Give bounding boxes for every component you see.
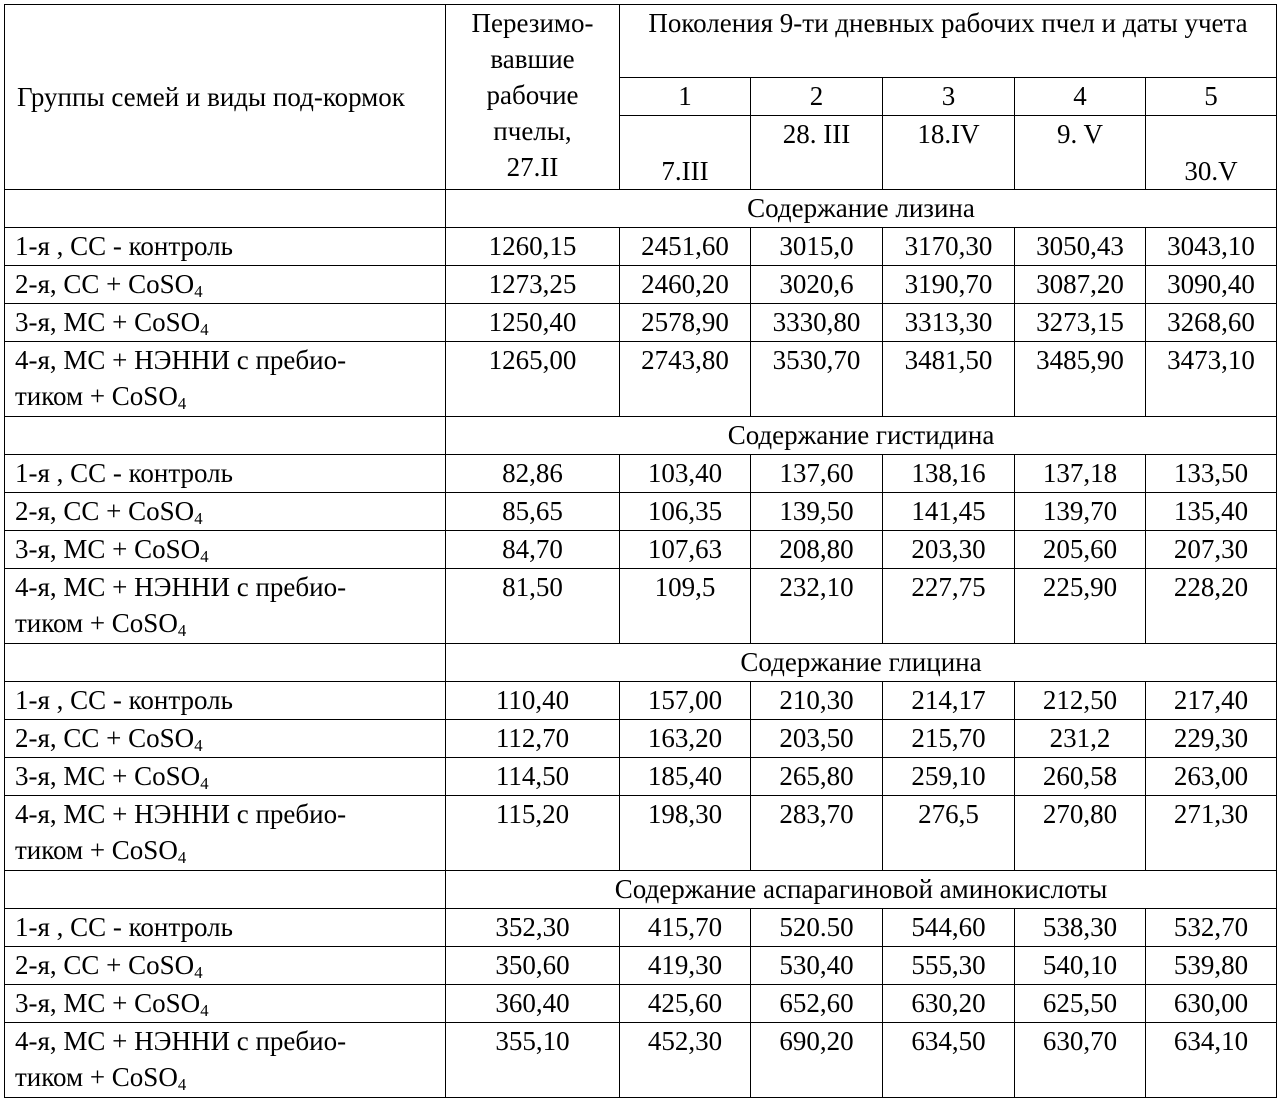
- amino-acid-table: [4, 4, 1277, 1098]
- group-label-line: 4-я, МС + НЭННИ с пребио-: [15, 799, 347, 829]
- group-label-text: 2-я, СС + CoSO: [15, 269, 195, 299]
- value-cell: 3473,10: [1146, 342, 1277, 417]
- value-cell: 215,70: [883, 720, 1015, 758]
- group-label-line: [15, 378, 441, 414]
- group-label-text: тиком + CoSO: [15, 381, 178, 411]
- value-cell: 3020,6: [751, 266, 883, 304]
- value-cell: 452,30: [620, 1023, 751, 1098]
- table-row: [5, 228, 1277, 266]
- value-cell: 212,50: [1015, 682, 1146, 720]
- generation-date: 28. III: [751, 116, 883, 190]
- header-survivors-cell: [446, 5, 620, 190]
- group-label-text: 1-я , СС - контроль: [15, 912, 233, 942]
- group-label-text: 3-я, МС + CoSO: [15, 534, 201, 564]
- value-cell: 690,20: [751, 1023, 883, 1098]
- group-label-line: [15, 493, 441, 529]
- group-label-subscript: 4: [194, 963, 203, 983]
- value-cell: 3268,60: [1146, 304, 1277, 342]
- group-label-line: [15, 304, 441, 340]
- group-label-cell: [5, 342, 446, 417]
- generation-number: 3: [883, 78, 1015, 116]
- table-row: [5, 947, 1277, 985]
- value-cell: 555,30: [883, 947, 1015, 985]
- generation-number: 1: [620, 78, 751, 116]
- group-label-cell: [5, 1023, 446, 1098]
- value-cell: 103,40: [620, 455, 751, 493]
- group-label-cell: [5, 947, 446, 985]
- group-label-line: 4-я, МС + НЭННИ с пребио-: [15, 1026, 347, 1056]
- group-label-text: 2-я, СС + CoSO: [15, 723, 195, 753]
- value-cell: 1265,00: [446, 342, 620, 417]
- value-cell: 229,30: [1146, 720, 1277, 758]
- value-cell: 634,10: [1146, 1023, 1277, 1098]
- group-label-cell: [5, 758, 446, 796]
- group-label-line: 4-я, МС + НЭННИ с пребио-: [15, 572, 347, 602]
- group-label-text: 1-я , СС - контроль: [15, 458, 233, 488]
- group-label-cell: [5, 455, 446, 493]
- value-cell: 3485,90: [1015, 342, 1146, 417]
- value-cell: 109,5: [620, 569, 751, 644]
- generation-date: 7.III: [620, 116, 751, 190]
- group-label-subscript: 4: [177, 1075, 187, 1095]
- header-survivors-line: Перезимо-: [471, 8, 594, 38]
- section-empty-cell: [5, 871, 446, 909]
- group-label-subscript: 4: [194, 282, 203, 302]
- section-title-row: [5, 417, 1277, 455]
- value-cell: 538,30: [1015, 909, 1146, 947]
- group-label-text: тиком + CoSO: [15, 1062, 178, 1092]
- value-cell: 540,10: [1015, 947, 1146, 985]
- value-cell: 520.50: [751, 909, 883, 947]
- group-label-cell: [5, 796, 446, 871]
- value-cell: 3330,80: [751, 304, 883, 342]
- value-cell: 3273,15: [1015, 304, 1146, 342]
- section-title: Содержание лизина: [446, 190, 1277, 228]
- value-cell: 217,40: [1146, 682, 1277, 720]
- header-survivors-line: рабочие: [486, 80, 579, 110]
- value-cell: 3043,10: [1146, 228, 1277, 266]
- value-cell: 3087,20: [1015, 266, 1146, 304]
- value-cell: 3050,43: [1015, 228, 1146, 266]
- group-label-line: [15, 531, 441, 567]
- value-cell: 198,30: [620, 796, 751, 871]
- value-cell: 84,70: [446, 531, 620, 569]
- value-cell: 112,70: [446, 720, 620, 758]
- value-cell: 2578,90: [620, 304, 751, 342]
- table-row: [5, 758, 1277, 796]
- value-cell: 3481,50: [883, 342, 1015, 417]
- value-cell: 1260,15: [446, 228, 620, 266]
- value-cell: 214,17: [883, 682, 1015, 720]
- value-cell: 205,60: [1015, 531, 1146, 569]
- group-label-text: тиком + CoSO: [15, 835, 178, 865]
- value-cell: 232,10: [751, 569, 883, 644]
- group-label-cell: [5, 985, 446, 1023]
- section-empty-cell: [5, 644, 446, 682]
- table-row: [5, 569, 1277, 644]
- value-cell: 82,86: [446, 455, 620, 493]
- section-empty-cell: [5, 417, 446, 455]
- header-groups-label: Группы семей и виды под-кормок: [17, 82, 405, 112]
- value-cell: 271,30: [1146, 796, 1277, 871]
- value-cell: 3015,0: [751, 228, 883, 266]
- value-cell: 260,58: [1015, 758, 1146, 796]
- group-label-subscript: 4: [194, 736, 203, 756]
- value-cell: 207,30: [1146, 531, 1277, 569]
- value-cell: 355,10: [446, 1023, 620, 1098]
- group-label-subscript: 4: [194, 509, 203, 529]
- value-cell: 141,45: [883, 493, 1015, 531]
- group-label-line: [15, 605, 441, 641]
- value-cell: 1273,25: [446, 266, 620, 304]
- group-label-cell: [5, 266, 446, 304]
- group-label-text: 3-я, МС + CoSO: [15, 761, 201, 791]
- value-cell: 2460,20: [620, 266, 751, 304]
- group-label-line: [15, 682, 441, 718]
- value-cell: 3190,70: [883, 266, 1015, 304]
- generation-date: 30.V: [1146, 116, 1277, 190]
- value-cell: 203,50: [751, 720, 883, 758]
- value-cell: 139,70: [1015, 493, 1146, 531]
- value-cell: 532,70: [1146, 909, 1277, 947]
- value-cell: 276,5: [883, 796, 1015, 871]
- header-generations-label: Поколения 9-ти дневных рабочих пчел и даты учета: [648, 8, 1248, 38]
- section-title-row: [5, 644, 1277, 682]
- value-cell: 231,2: [1015, 720, 1146, 758]
- value-cell: 544,60: [883, 909, 1015, 947]
- group-label-line: [15, 985, 441, 1021]
- group-label-subscript: 4: [200, 320, 209, 340]
- value-cell: 185,40: [620, 758, 751, 796]
- group-label-line: [15, 455, 441, 491]
- header-survivors-line: вавшие: [490, 44, 575, 74]
- table-row: [5, 909, 1277, 947]
- table-row: [5, 720, 1277, 758]
- value-cell: 110,40: [446, 682, 620, 720]
- header-generations-cell: [620, 5, 1277, 78]
- value-cell: 2743,80: [620, 342, 751, 417]
- group-label-text: 2-я, СС + CoSO: [15, 496, 195, 526]
- value-cell: 208,80: [751, 531, 883, 569]
- table-row: [5, 985, 1277, 1023]
- value-cell: 137,60: [751, 455, 883, 493]
- section-title: Содержание глицина: [446, 644, 1277, 682]
- value-cell: 630,20: [883, 985, 1015, 1023]
- table-row: [5, 493, 1277, 531]
- section-title-row: [5, 871, 1277, 909]
- value-cell: 115,20: [446, 796, 620, 871]
- value-cell: 415,70: [620, 909, 751, 947]
- value-cell: 3530,70: [751, 342, 883, 417]
- section-title-row: [5, 190, 1277, 228]
- group-label-cell: [5, 304, 446, 342]
- value-cell: 352,30: [446, 909, 620, 947]
- table-row: [5, 266, 1277, 304]
- group-label-cell: [5, 909, 446, 947]
- value-cell: 228,20: [1146, 569, 1277, 644]
- value-cell: 634,50: [883, 1023, 1015, 1098]
- value-cell: 2451,60: [620, 228, 751, 266]
- value-cell: 263,00: [1146, 758, 1277, 796]
- group-label-line: 4-я, МС + НЭННИ с пребио-: [15, 345, 347, 375]
- value-cell: 652,60: [751, 985, 883, 1023]
- generation-date: 18.IV: [883, 116, 1015, 190]
- generation-number: 5: [1146, 78, 1277, 116]
- header-groups-cell: [5, 5, 446, 190]
- value-cell: 270,80: [1015, 796, 1146, 871]
- value-cell: 630,70: [1015, 1023, 1146, 1098]
- section-title: Содержание гистидина: [446, 417, 1277, 455]
- group-label-line: [15, 720, 441, 756]
- table-row: [5, 455, 1277, 493]
- group-label-cell: [5, 493, 446, 531]
- group-label-cell: [5, 720, 446, 758]
- group-label-subscript: 4: [200, 774, 209, 794]
- value-cell: 265,80: [751, 758, 883, 796]
- value-cell: 137,18: [1015, 455, 1146, 493]
- group-label-cell: [5, 569, 446, 644]
- table-row: [5, 304, 1277, 342]
- group-label-line: [15, 947, 441, 983]
- group-label-subscript: 4: [200, 1001, 209, 1021]
- group-label-cell: [5, 531, 446, 569]
- value-cell: 3313,30: [883, 304, 1015, 342]
- group-label-subscript: 4: [200, 547, 209, 567]
- value-cell: 203,30: [883, 531, 1015, 569]
- value-cell: 3170,30: [883, 228, 1015, 266]
- group-label-text: 2-я, СС + CoSO: [15, 950, 195, 980]
- generation-number: 4: [1015, 78, 1146, 116]
- value-cell: 85,65: [446, 493, 620, 531]
- value-cell: 114,50: [446, 758, 620, 796]
- header-survivors-line: 27.II: [506, 152, 559, 182]
- value-cell: 3090,40: [1146, 266, 1277, 304]
- value-cell: 81,50: [446, 569, 620, 644]
- group-label-text: 1-я , СС - контроль: [15, 685, 233, 715]
- value-cell: 530,40: [751, 947, 883, 985]
- group-label-subscript: 4: [177, 621, 187, 641]
- group-label-line: [15, 832, 441, 868]
- header-survivors-line: пчелы,: [493, 116, 572, 146]
- group-label-text: 3-я, МС + CoSO: [15, 307, 201, 337]
- group-label-line: [15, 758, 441, 794]
- group-label-line: [15, 228, 441, 264]
- table-row: [5, 682, 1277, 720]
- value-cell: 106,35: [620, 493, 751, 531]
- value-cell: 625,50: [1015, 985, 1146, 1023]
- group-label-line: [15, 1059, 441, 1095]
- generation-number: 2: [751, 78, 883, 116]
- value-cell: 157,00: [620, 682, 751, 720]
- value-cell: 630,00: [1146, 985, 1277, 1023]
- value-cell: 1250,40: [446, 304, 620, 342]
- group-label-text: 1-я , СС - контроль: [15, 231, 233, 261]
- value-cell: 259,10: [883, 758, 1015, 796]
- generation-date: 9. V: [1015, 116, 1146, 190]
- section-empty-cell: [5, 190, 446, 228]
- value-cell: 210,30: [751, 682, 883, 720]
- value-cell: 539,80: [1146, 947, 1277, 985]
- value-cell: 135,40: [1146, 493, 1277, 531]
- table-row: [5, 531, 1277, 569]
- group-label-subscript: 4: [177, 394, 187, 414]
- value-cell: 419,30: [620, 947, 751, 985]
- group-label-text: тиком + CoSO: [15, 608, 178, 638]
- value-cell: 227,75: [883, 569, 1015, 644]
- value-cell: 225,90: [1015, 569, 1146, 644]
- value-cell: 350,60: [446, 947, 620, 985]
- value-cell: 283,70: [751, 796, 883, 871]
- table-row: [5, 796, 1277, 871]
- section-title: Содержание аспарагиновой аминокислоты: [446, 871, 1277, 909]
- value-cell: 360,40: [446, 985, 620, 1023]
- value-cell: 139,50: [751, 493, 883, 531]
- value-cell: 133,50: [1146, 455, 1277, 493]
- group-label-subscript: 4: [177, 848, 187, 868]
- group-label-cell: [5, 682, 446, 720]
- group-label-line: [15, 909, 441, 945]
- group-label-text: 3-я, МС + CoSO: [15, 988, 201, 1018]
- value-cell: 107,63: [620, 531, 751, 569]
- group-label-cell: [5, 228, 446, 266]
- table-row: [5, 342, 1277, 417]
- value-cell: 163,20: [620, 720, 751, 758]
- value-cell: 425,60: [620, 985, 751, 1023]
- group-label-line: [15, 266, 441, 302]
- value-cell: 138,16: [883, 455, 1015, 493]
- table-row: [5, 1023, 1277, 1098]
